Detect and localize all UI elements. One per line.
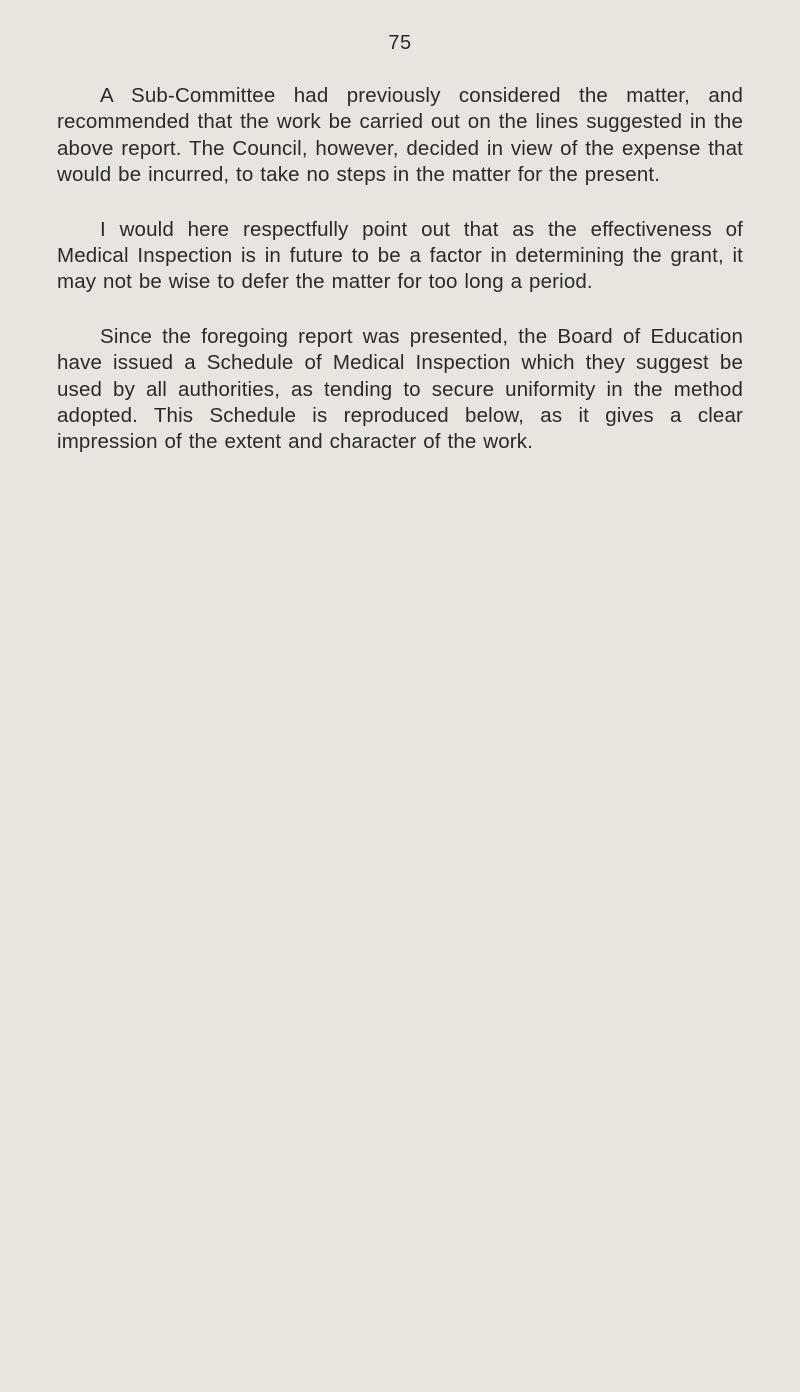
paragraph-effectiveness: I would here respectfully point out that as the effectiveness of Medical Inspection is in future to be a factor in determining the grant, it may not be wise to defer the matter for too long a period.	[57, 217, 743, 294]
paragraph-sub-committee: A Sub-Committee had previously considered the matter, and recommended that the work be carried out on the lines suggested in the above report. The Council, however, decided in view of the expense that would be incurred, to take no steps in the matter for the present.	[57, 84, 743, 187]
page-number: 75	[388, 32, 412, 54]
body-text	[57, 83, 743, 484]
paragraph-schedule: Since the foregoing report was presented, the Board of Education have issued a Schedule of Medical Inspection which they suggest be used by all authorities, as tending to secure uniformity in the method adopted. This Schedule is reproduced below, as it gives a clear impression of the extent and character of the work.	[57, 324, 743, 454]
